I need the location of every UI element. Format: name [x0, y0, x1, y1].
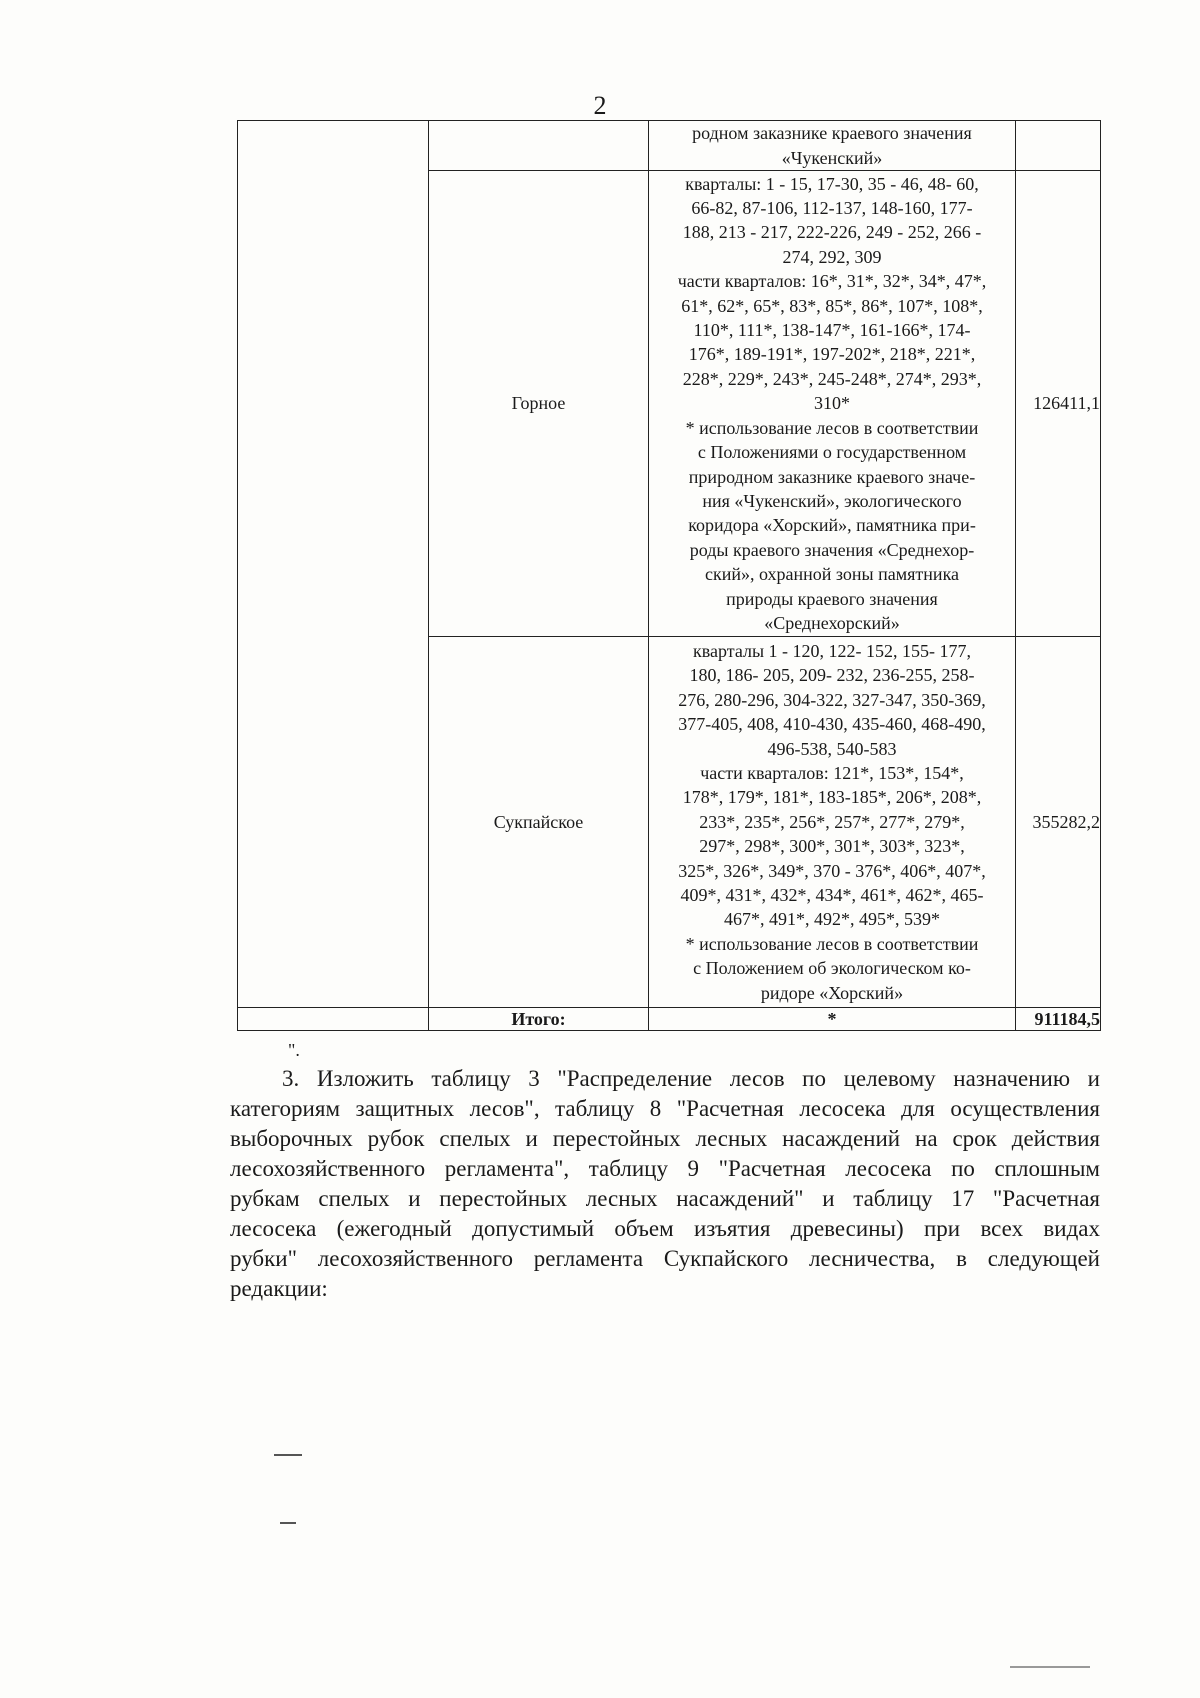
text-line: природы краевого значения [726, 588, 938, 609]
text-line: * использование лесов в соответствии [685, 417, 979, 438]
scan-mark [1010, 1666, 1090, 1668]
table-cell-area: 126411,1 [1016, 171, 1101, 637]
total-label: Итого: [429, 1008, 649, 1031]
text-line: 297*, 298*, 300*, 301*, 303*, 323*, [699, 836, 965, 857]
text-line: с Положением об экологическом ко- [693, 958, 971, 979]
text-line: 110*, 111*, 138-147*, 161-166*, 174- [693, 320, 971, 341]
text-line: с Положениями о государственном [697, 442, 967, 463]
table-cell-area [1016, 121, 1101, 171]
page-number: 2 [593, 91, 607, 120]
paragraph-item-3 [230, 1064, 1100, 1304]
total-area: 911184,5 [1016, 1008, 1101, 1031]
text-line: * использование лесов в соответствии [685, 933, 979, 954]
text-line: родном заказнике краевого значения [692, 123, 972, 144]
table-cell-forestry [429, 121, 649, 171]
text-line: «Среднехорский» [764, 612, 900, 633]
text-line: роды краевого значения «Среднехор- [689, 539, 975, 560]
text-line: 66-82, 87-106, 112-137, 148-160, 177- [691, 198, 973, 219]
text-line: природном заказнике краевого значе- [688, 466, 976, 487]
scan-mark [274, 1454, 302, 1456]
closing-quote-mark: ". [288, 1040, 300, 1060]
text-line: 228*, 229*, 243*, 245-248*, 274*, 293*, [682, 368, 982, 389]
scan-mark [280, 1522, 296, 1524]
table-cell-quarters [649, 637, 1016, 1008]
text-line: ский», охранной зоны памятника [704, 564, 960, 585]
paragraph-line: категориям защитных лесов", таблицу 8 "Расчетная лесосека для осуществления [230, 1096, 1100, 1121]
text-line: коридора «Хорский», памятника при- [688, 515, 976, 536]
text-line: 496-538, 540-583 [767, 738, 897, 759]
total-quarters: * [649, 1008, 1016, 1031]
text-line: 178*, 179*, 181*, 183-185*, 206*, 208*, [682, 787, 982, 808]
text-line: кварталы 1 - 120, 122- 152, 155- 177, [692, 640, 972, 661]
text-line: 180, 186- 205, 209- 232, 236-255, 258- [689, 665, 975, 686]
paragraph-line: лесохозяйственного регламента", таблицу 9 "Расчетная лесосека по сплошным [230, 1156, 1100, 1181]
paragraph-line: рубкам спелых и перестойных лесных насаждений" и таблицу 17 "Расчетная [230, 1186, 1100, 1211]
table-cell-blank [238, 1008, 429, 1031]
text-line: 467*, 491*, 492*, 495*, 539* [724, 909, 940, 930]
text-line: кварталы: 1 - 15, 17-30, 35 - 46, 48- 60, [685, 173, 979, 194]
forestry-quarters-table [237, 120, 1101, 1031]
paragraph-line: рубки" лесохозяйственного регламента Сукпайского лесничества, в следующей [230, 1246, 1100, 1271]
text-line: 310* [814, 393, 850, 414]
text-line: ния «Чукенский», экологического [702, 490, 962, 511]
text-line: 274, 292, 309 [782, 246, 882, 267]
text-line: 188, 213 - 217, 222-226, 249 - 252, 266 - [682, 222, 982, 243]
paragraph-line: 3. Изложить таблицу 3 "Распределение лесов по целевому назначению и [282, 1066, 1100, 1091]
table-cell-area: 355282,2 [1016, 637, 1101, 1008]
table-cell-blank [238, 121, 429, 1008]
text-line: 61*, 62*, 65*, 83*, 85*, 86*, 107*, 108*, [681, 295, 983, 316]
paragraph-line: редакции: [230, 1276, 328, 1301]
table-cell-forestry: Горное [429, 171, 649, 637]
text-line: 325*, 326*, 349*, 370 - 376*, 406*, 407*, [678, 860, 986, 881]
table-cell-quarters [649, 171, 1016, 637]
text-line: 409*, 431*, 432*, 434*, 461*, 462*, 465- [680, 885, 984, 906]
text-line: 377-405, 408, 410-430, 435-460, 468-490, [678, 714, 986, 735]
text-line: 276, 280-296, 304-322, 327-347, 350-369, [678, 689, 986, 710]
table-cell-forestry: Сукпайское [429, 637, 649, 1008]
table-row [238, 121, 1101, 171]
text-line: «Чукенский» [781, 147, 883, 168]
text-line: 176*, 189-191*, 197-202*, 218*, 221*, [688, 344, 976, 365]
text-line: части кварталов: 121*, 153*, 154*, [700, 762, 964, 783]
paragraph-line: выборочных рубок спелых и перестойных лесных насаждений на срок действия [230, 1126, 1100, 1151]
text-line: 233*, 235*, 256*, 257*, 277*, 279*, [699, 811, 965, 832]
paragraph-line: лесосека (ежегодный допустимый объем изъятия древесины) при всех видах [230, 1216, 1100, 1241]
text-line: части кварталов: 16*, 31*, 32*, 34*, 47*, [677, 271, 987, 292]
text-line: ридоре «Хорский» [760, 982, 904, 1003]
table-row-total [238, 1008, 1101, 1031]
table-cell-quarters [649, 121, 1016, 171]
